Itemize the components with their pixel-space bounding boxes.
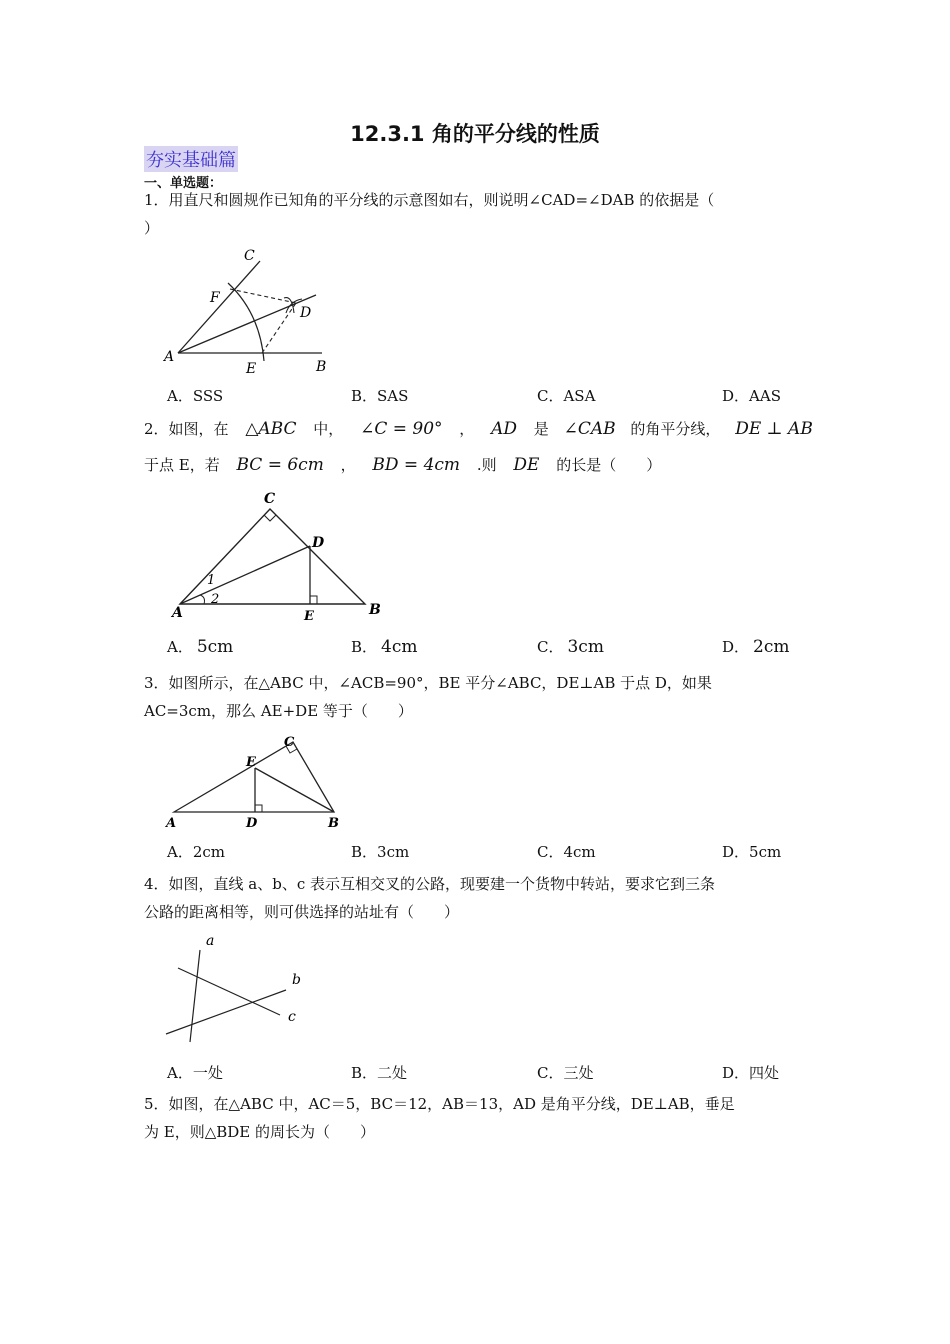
q2-option-a-value: 5cm	[196, 637, 234, 657]
question-5-line-2: 为 E，则△BDE 的周长为（ ）	[144, 1123, 376, 1141]
q2-math-angle-cab: ∠CAB	[563, 419, 616, 439]
fig1-label-c: C	[244, 248, 255, 264]
fig3-label-a: A	[166, 816, 177, 831]
page-title: 12.3.1 角的平分线的性质	[350, 122, 600, 146]
fig3-label-d: D	[246, 816, 258, 831]
q2-option-a-letter: A．	[167, 638, 193, 656]
fig1-label-f: F	[210, 290, 220, 306]
q4-option-c[interactable]: C．三处	[537, 1064, 594, 1082]
q2-text-3: ，	[459, 420, 475, 438]
q2-math-triangle-abc: △ABC	[245, 419, 297, 439]
q2-math-bd: BD = 4cm	[372, 455, 461, 475]
question-5-text	[144, 1090, 804, 1146]
fig4-label-a: a	[206, 933, 215, 949]
fig1-label-a: A	[164, 349, 175, 365]
section-tag: 夯实基础篇	[144, 146, 238, 172]
q3-option-c[interactable]: C．4cm	[537, 843, 596, 861]
q4-option-d[interactable]: D．四处	[722, 1064, 780, 1082]
fig4-label-c: c	[288, 1009, 296, 1025]
fig3-label-e: E	[246, 755, 256, 770]
q2-text-6: 于点 E，若	[144, 456, 220, 474]
question-5-line-1: 5．如图，在△ABC 中，AC＝5，BC＝12，AB＝13，AD 是角平分线，DE⊥AB，垂足	[144, 1095, 735, 1113]
q2-math-angle-c: ∠C = 90°	[360, 419, 443, 439]
q4-option-a[interactable]: A．一处	[167, 1064, 223, 1082]
fig1-label-b: B	[316, 359, 327, 375]
q2-option-b-letter: B．	[351, 638, 378, 656]
q1-option-a[interactable]: A．SSS	[167, 387, 224, 405]
question-2-figure	[160, 487, 390, 625]
question-3-line-2: AC=3cm，那么 AE+DE 等于（ ）	[144, 702, 413, 720]
q2-math-ad: AD	[491, 419, 518, 439]
q2-option-c-value: 3cm	[567, 637, 604, 657]
fig2-label-c: C	[264, 491, 276, 507]
fig2-label-d: D	[312, 535, 325, 551]
question-4-line-1: 4．如图，直线 a、b、c 表示互相交叉的公路，现要建一个货物中转站，要求它到三条	[144, 875, 716, 893]
section-heading: 一、单选题：	[144, 176, 223, 191]
question-4-text	[144, 870, 804, 926]
q2-text-9: 的长是（ ）	[556, 456, 662, 474]
q3-option-d[interactable]: D．5cm	[722, 843, 782, 861]
fig2-label-a: A	[172, 605, 183, 621]
question-3-figure	[160, 730, 350, 832]
fig4-label-b: b	[292, 972, 301, 988]
question-1-figure	[160, 243, 340, 378]
question-1-text	[144, 186, 804, 242]
question-2-line-2	[144, 454, 661, 475]
q2-math-de: DE	[513, 455, 540, 475]
question-2-line-1	[144, 418, 823, 439]
question-4-line-2: 公路的距离相等，则可供选择的站址有（ ）	[144, 903, 460, 921]
question-3-line-1: 3．如图所示，在△ABC 中，∠ACB=90°，BE 平分∠ABC，DE⊥AB 于点 D，如果	[144, 674, 712, 692]
q2-text-5: 的角平分线，	[630, 420, 721, 438]
question-3-text	[144, 669, 804, 725]
q3-option-a[interactable]: A．2cm	[167, 843, 226, 861]
q2-text-7: ，	[340, 456, 356, 474]
q2-option-d-letter: D．	[722, 638, 750, 656]
q2-option-c[interactable]	[537, 636, 604, 657]
q3-option-b[interactable]: B．3cm	[351, 843, 410, 861]
q2-option-a[interactable]	[167, 636, 233, 657]
q2-math-bc: BC = 6cm	[236, 455, 324, 475]
question-4-figure	[160, 930, 310, 1048]
fig2-label-e: E	[304, 609, 314, 624]
q4-option-b[interactable]: B．二处	[351, 1064, 408, 1082]
q2-math-de-perp-ab: DE ⊥ AB	[735, 419, 813, 439]
q2-text-2: 中，	[313, 420, 344, 438]
fig2-label-angle-2: 2	[211, 592, 220, 607]
fig2-label-b: B	[369, 602, 381, 618]
q1-option-b[interactable]: B．SAS	[351, 387, 409, 405]
question-1-line-2: ）	[144, 219, 160, 237]
fig1-label-e: E	[246, 361, 257, 377]
q2-option-d-value: 2cm	[753, 637, 790, 657]
fig3-label-c: C	[284, 735, 295, 750]
q2-option-b-value: 4cm	[381, 637, 418, 657]
q1-option-c[interactable]: C．ASA	[537, 387, 596, 405]
q2-option-b[interactable]	[351, 636, 418, 657]
q2-option-d[interactable]	[722, 636, 790, 657]
q2-option-c-letter: C．	[537, 638, 564, 656]
fig2-label-angle-1: 1	[207, 573, 216, 588]
q2-text-4: 是	[533, 420, 549, 438]
fig3-label-b: B	[328, 816, 339, 831]
q2-text-8: .则	[476, 456, 497, 474]
fig1-label-d: D	[300, 305, 312, 321]
question-1-line-1: 1．用直尺和圆规作已知角的平分线的示意图如右，则说明∠CAD=∠DAB 的依据是（	[144, 191, 715, 209]
q1-option-d[interactable]: D．AAS	[722, 387, 781, 405]
q2-text-1: 2．如图，在	[144, 420, 229, 438]
